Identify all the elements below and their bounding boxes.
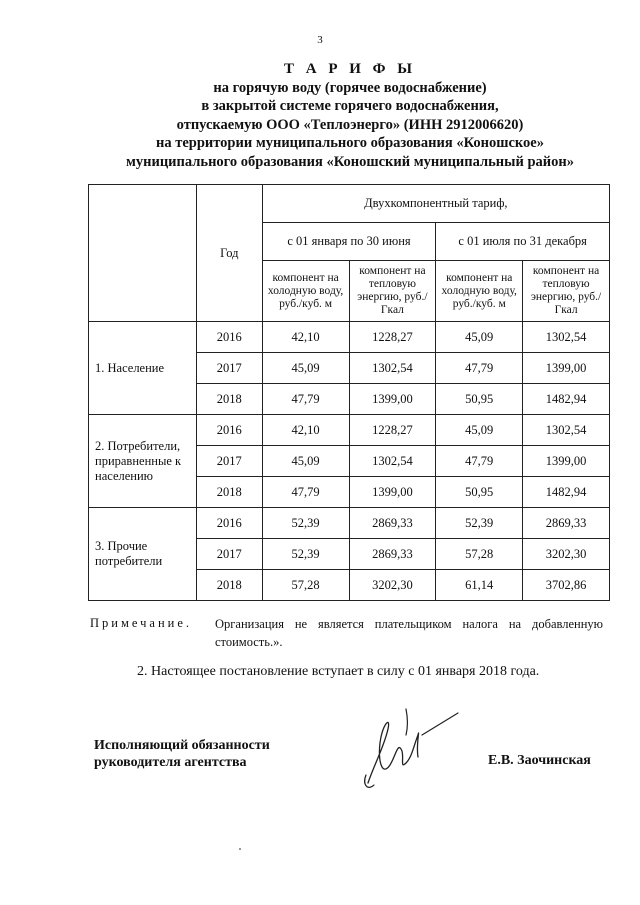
value-cell: 45,09 [262,446,349,477]
title-heading: Т А Р И Ф Ы [283,61,417,77]
value-cell: 45,09 [262,353,349,384]
value-cell: 3202,30 [349,570,436,601]
signatory-name: Е.В. Заочинская [488,753,591,768]
handwritten-signature [358,705,468,795]
value-cell: 1302,54 [349,446,436,477]
value-cell: 52,39 [436,508,523,539]
value-cell: 2869,33 [349,539,436,570]
year-cell: 2016 [196,508,262,539]
year-cell: 2018 [196,570,262,601]
value-cell: 47,79 [436,446,523,477]
category-label: 3. Прочие потребители [89,508,197,601]
value-cell: 52,39 [262,539,349,570]
value-cell: 1302,54 [349,353,436,384]
value-cell: 2869,33 [349,508,436,539]
signatory-position [94,737,270,771]
year-cell: 2018 [196,384,262,415]
year-cell: 2016 [196,415,262,446]
tariff-table [88,184,610,601]
value-cell: 2869,33 [523,508,610,539]
value-cell: 45,09 [436,415,523,446]
value-cell: 42,10 [262,415,349,446]
document-title [0,60,640,171]
table-row [89,508,610,539]
category-label: 2. Потребители, приравненные к населению [89,415,197,508]
title-line: на территории муниципального образования «Коношское» [155,135,544,151]
value-cell: 1482,94 [523,477,610,508]
tariff-header: Двухкомпонентный тариф, [262,185,609,223]
value-cell: 57,28 [262,570,349,601]
value-cell: 3202,30 [523,539,610,570]
table-header-row [89,185,610,223]
component-header: компонент на тепловую энергию, руб./Гкал [523,261,610,322]
title-line: отпускаемую ООО «Теплоэнерго» (ИНН 2912006620) [176,116,524,133]
title-line: муниципального образования «Коношский муниципальный район» [125,153,574,170]
note-text: стоимость.». [215,635,283,649]
note-label: Примечание. [90,616,193,630]
value-cell: 1482,94 [523,384,610,415]
table-row [89,322,610,353]
year-cell: 2016 [196,322,262,353]
decree-text: 2. Настоящее постановление вступает в силу с 01 января 2018 года. [137,664,540,679]
value-cell: 47,79 [436,353,523,384]
value-cell: 1302,54 [523,415,610,446]
table-row [89,415,610,446]
category-header-cell [89,185,197,322]
value-cell: 1399,00 [349,384,436,415]
value-cell: 3702,86 [523,570,610,601]
note-text: Организация не является плательщиком налога на добавленную [215,617,603,631]
year-cell: 2017 [196,353,262,384]
value-cell: 57,28 [436,539,523,570]
year-cell: 2017 [196,539,262,570]
value-cell: 50,95 [436,477,523,508]
title-line: в закрытой системе горячего водоснабжения, [201,98,499,114]
value-cell: 45,09 [436,322,523,353]
component-header: компонент на холодную воду, руб./куб. м [262,261,349,322]
signatory-position-line: Исполняющий обязанности [94,738,270,753]
title-line: на горячую воду (горячее водоснабжение) [213,79,487,96]
period-header: с 01 июля по 31 декабря [436,223,610,261]
category-label: 1. Население [89,322,197,415]
page-number: 3 [317,34,323,46]
value-cell: 52,39 [262,508,349,539]
scan-speck [239,848,241,850]
value-cell: 47,79 [262,477,349,508]
value-cell: 1399,00 [523,353,610,384]
value-cell: 61,14 [436,570,523,601]
year-cell: 2018 [196,477,262,508]
signatory-position-line: руководителя агентства [94,755,247,770]
value-cell: 42,10 [262,322,349,353]
value-cell: 1302,54 [523,322,610,353]
value-cell: 1399,00 [523,446,610,477]
value-cell: 47,79 [262,384,349,415]
value-cell: 1399,00 [349,477,436,508]
value-cell: 1228,27 [349,322,436,353]
component-header: компонент на холодную воду, руб./куб. м [436,261,523,322]
year-header: Год [196,185,262,322]
component-header: компонент на тепловую энергию, руб./Гкал [349,261,436,322]
value-cell: 1228,27 [349,415,436,446]
year-cell: 2017 [196,446,262,477]
period-header: с 01 января по 30 июня [262,223,436,261]
value-cell: 50,95 [436,384,523,415]
